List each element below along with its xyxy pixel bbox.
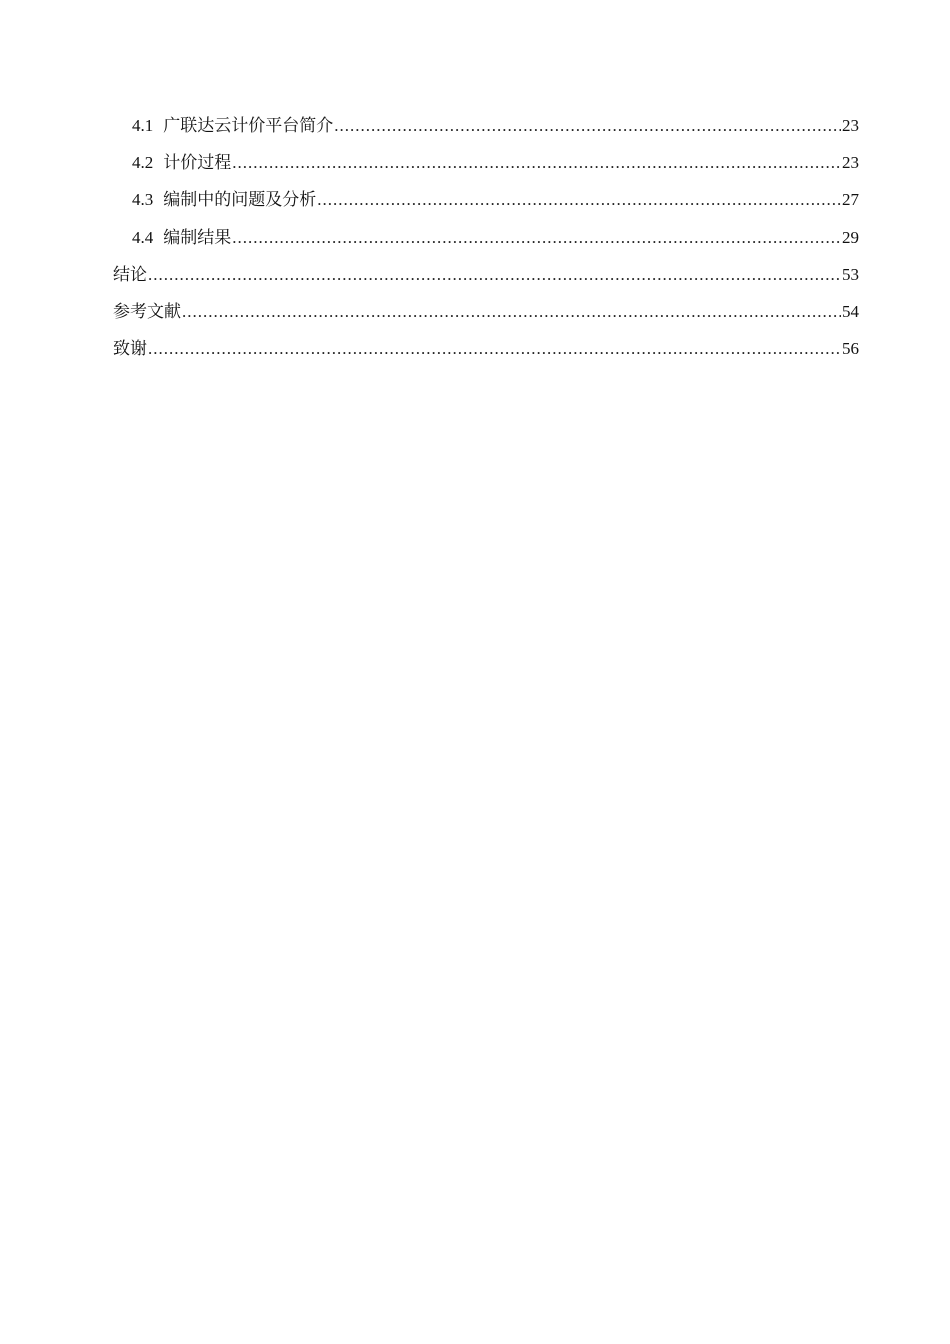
toc-dot-leader	[232, 151, 841, 175]
toc-entry-title: 编制结果	[163, 227, 232, 247]
toc-entry-4-2[interactable]	[113, 151, 859, 188]
toc-dot-leader	[182, 300, 841, 324]
toc-entry-4-1[interactable]	[113, 114, 859, 151]
toc-entry-page: 54	[842, 301, 859, 321]
toc-entry-4-4[interactable]	[113, 226, 859, 263]
toc-entry-title: 参考文献	[113, 301, 181, 321]
toc-entry-title: 计价过程	[163, 153, 232, 173]
toc-entry-page: 53	[842, 264, 859, 284]
toc-dot-leader	[232, 226, 841, 250]
toc-dot-leader	[148, 263, 841, 287]
toc-dot-leader	[334, 114, 841, 138]
toc-entry-title: 致谢	[113, 339, 147, 359]
table-of-contents	[113, 114, 859, 374]
toc-entry-acknowledgements[interactable]	[113, 337, 859, 374]
toc-entry-number: 4.2	[132, 153, 154, 173]
toc-entry-4-3[interactable]	[113, 188, 859, 225]
toc-entry-title: 结论	[113, 264, 147, 284]
toc-entry-title: 广联达云计价平台简介	[163, 116, 334, 135]
toc-entry-title: 编制中的问题及分析	[163, 190, 317, 210]
toc-entry-page: 23	[842, 116, 859, 135]
toc-entry-number: 4.4	[132, 227, 154, 247]
toc-entry-page: 56	[842, 339, 859, 359]
toc-dot-leader	[148, 337, 841, 361]
toc-entry-references[interactable]	[113, 300, 859, 337]
toc-entry-number: 4.1	[132, 116, 154, 135]
toc-entry-conclusion[interactable]	[113, 263, 859, 300]
toc-dot-leader	[317, 188, 841, 212]
toc-entry-page: 27	[842, 190, 859, 210]
toc-entry-page: 29	[842, 227, 859, 247]
toc-entry-number: 4.3	[132, 190, 154, 210]
toc-entry-page: 23	[842, 153, 859, 173]
